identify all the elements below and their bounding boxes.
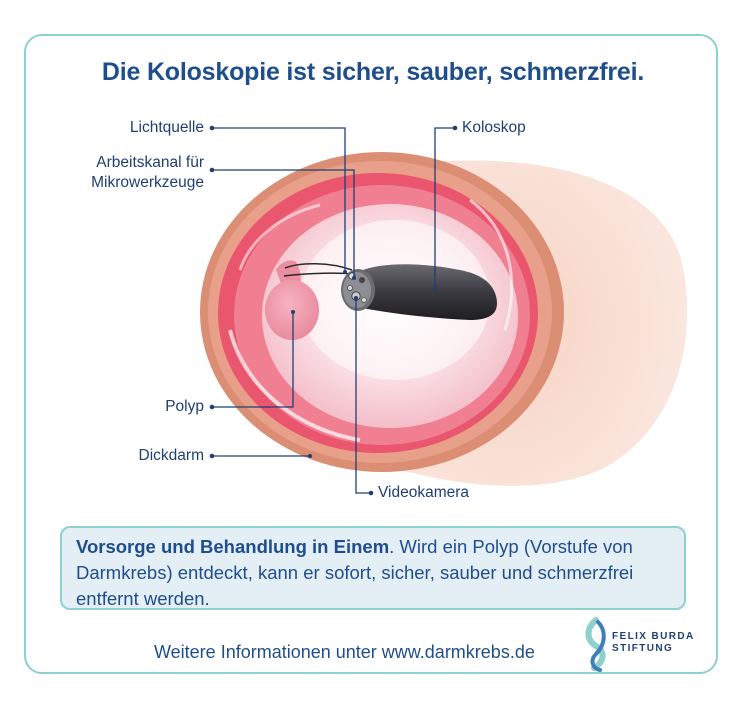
logo-line2: STIFTUNG xyxy=(612,643,674,654)
label-colon: Dickdarm xyxy=(138,447,204,464)
label-working-channel-line1: Arbeitskanal für xyxy=(96,154,204,171)
footer-info: Weitere Informationen unter www.darmkrebs.de xyxy=(154,642,535,662)
page-title: Die Koloskopie ist sicher, sauber, schmerzfrei. xyxy=(101,58,645,86)
label-working-channel-line2: Mikrowerkzeuge xyxy=(91,174,204,191)
logo-line1: FELIX BURDA xyxy=(612,631,695,642)
label-light-source: Lichtquelle xyxy=(129,119,204,136)
label-video-camera: Videokamera xyxy=(378,484,470,501)
working-channel-opening xyxy=(359,277,365,283)
info-text: . Wird ein Polyp (Vorstufe von Darmkrebs) entdeckt, kann er sofort, sicher, sauber und schmerzfrei entfernt werden. xyxy=(76,536,634,609)
info-bold-text: Vorsorge und Behandlung in Einem xyxy=(76,536,390,557)
felix-burda-ribbon-icon xyxy=(589,620,604,670)
label-colonoscope: Koloskop xyxy=(462,119,526,136)
felix-burda-logo xyxy=(612,631,695,655)
polyp xyxy=(265,280,319,340)
info-box xyxy=(60,526,686,610)
label-polyp: Polyp xyxy=(165,398,204,415)
